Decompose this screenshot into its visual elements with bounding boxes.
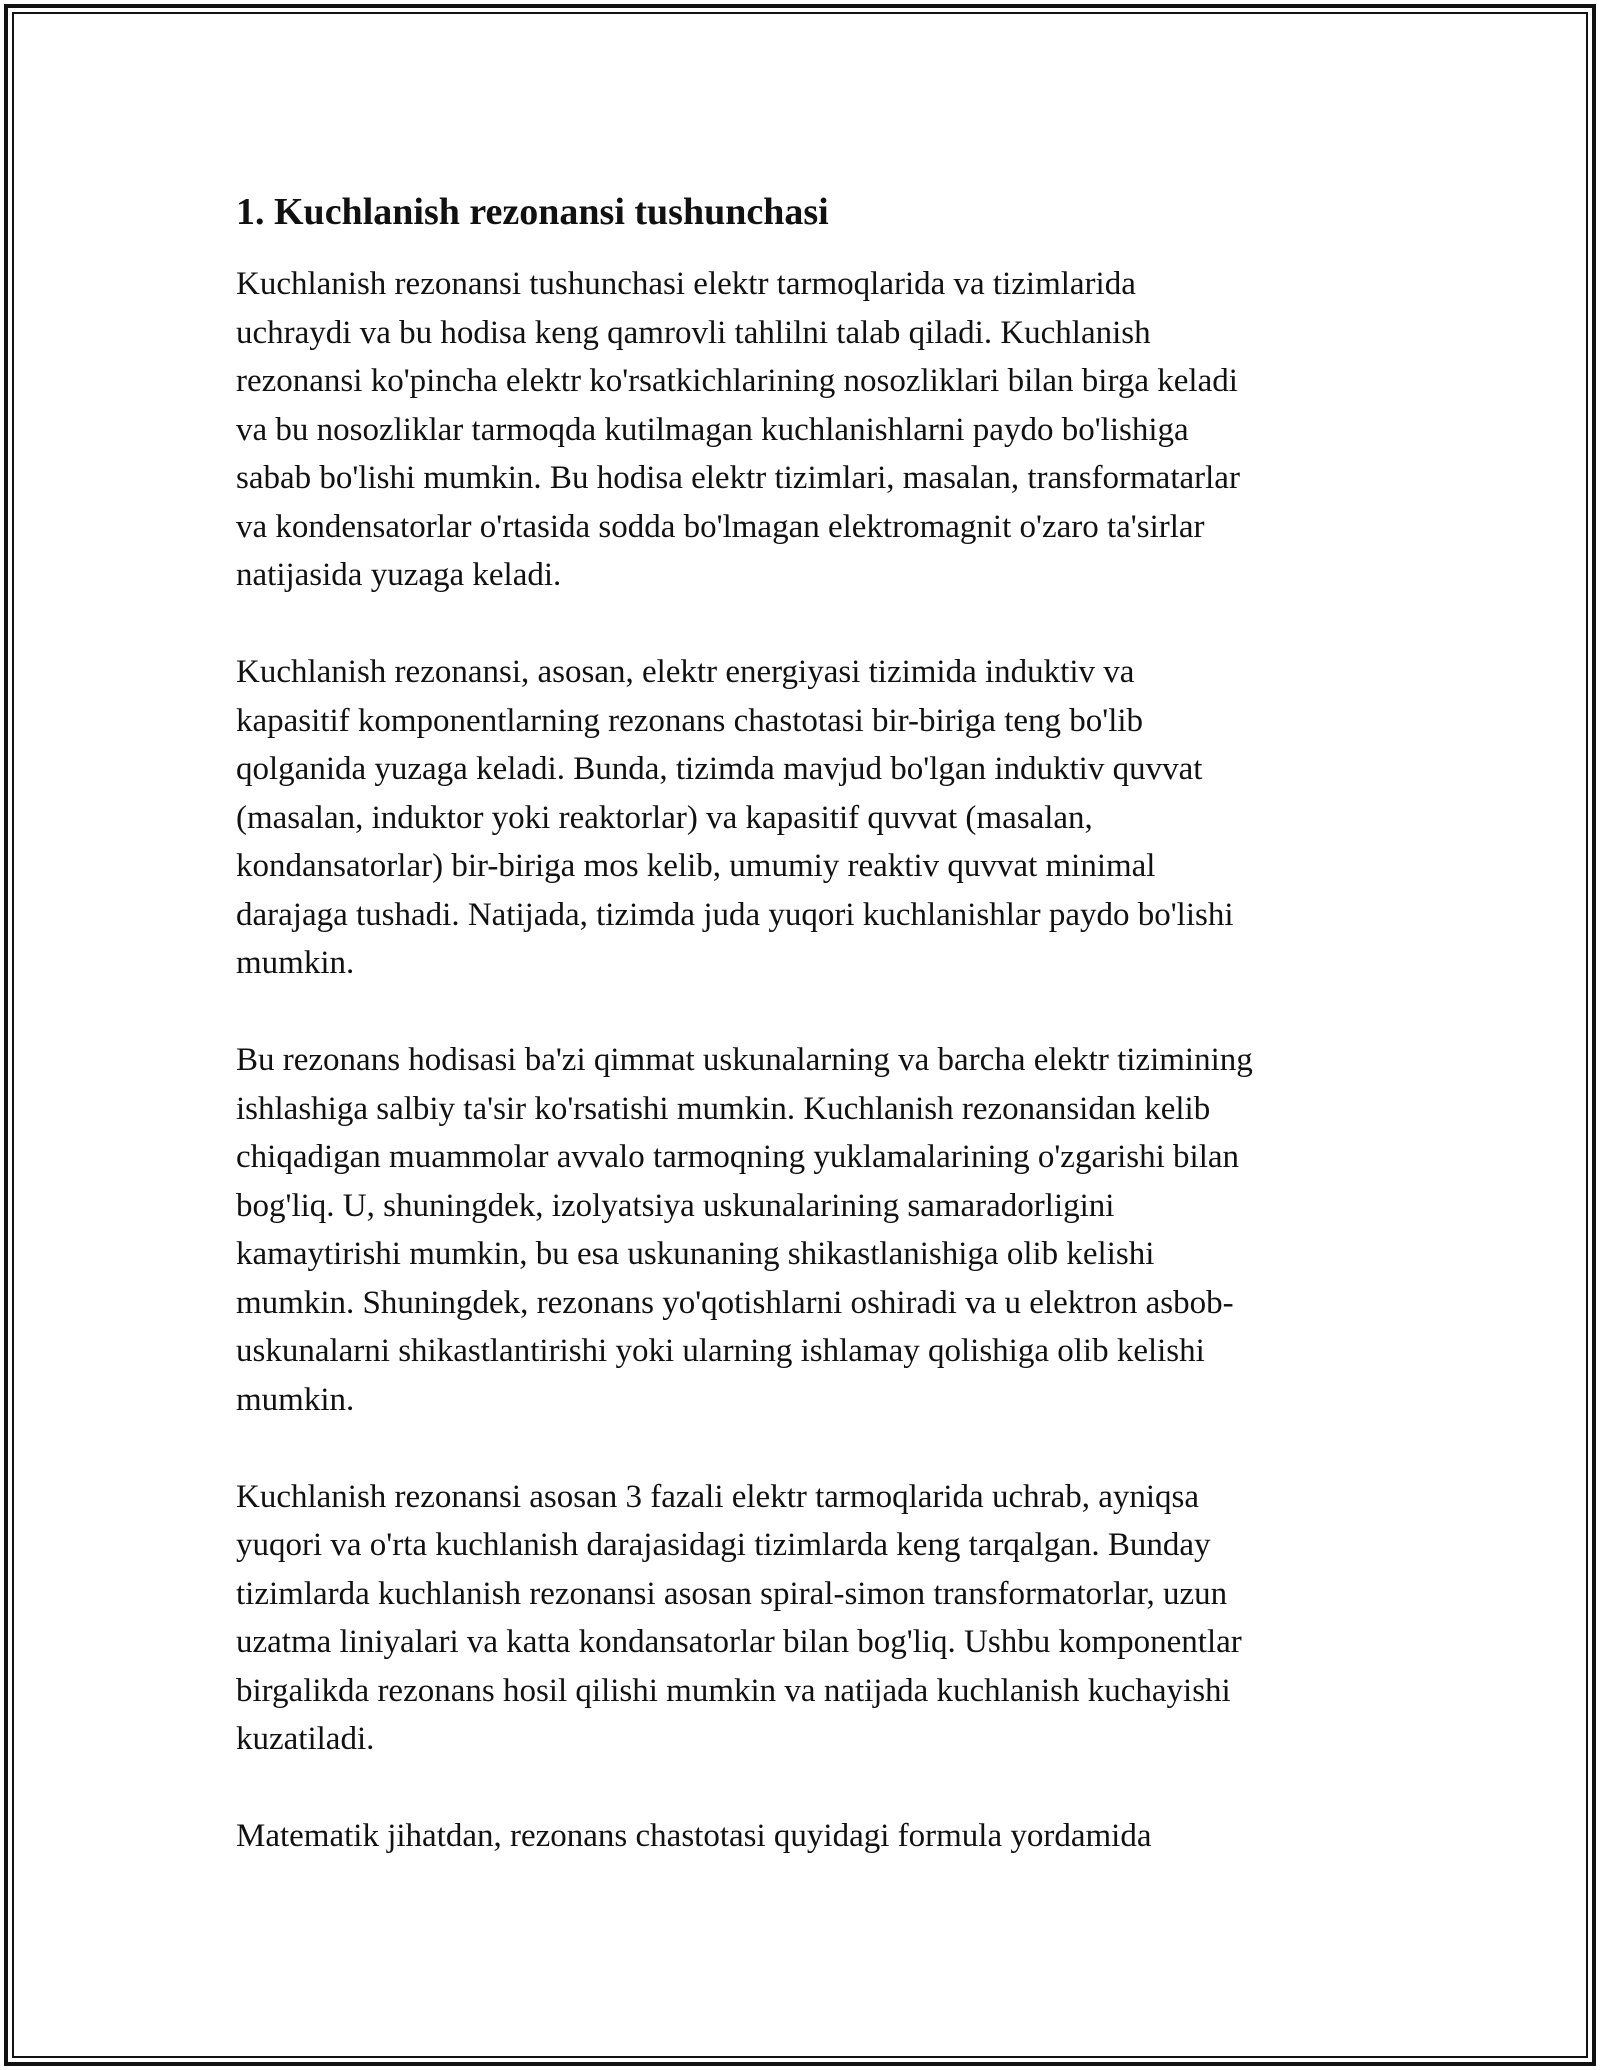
paragraph-line: (masalan, induktor yoki reaktorlar) va kapasitif quvvat (masalan, xyxy=(236,799,1093,836)
paragraph-line: va bu nosozliklar tarmoqda kutilmagan kuchlanishlarni paydo bo'lishiga xyxy=(236,411,1189,448)
paragraph-line: Matematik jihatdan, rezonans chastotasi quyidagi formula yordamida xyxy=(236,1818,1152,1854)
paragraph-line: birgalikda rezonans hosil qilishi mumkin va natijada kuchlanish kuchayishi xyxy=(236,1672,1231,1709)
paragraph-line: kapasitif komponentlarning rezonans chastotasi bir-biriga teng bo'lib xyxy=(236,702,1144,739)
paragraph-4 xyxy=(236,1473,1376,1764)
paragraph-line: qolganida yuzaga keladi. Bunda, tizimda mavjud bo'lgan induktiv quvvat xyxy=(236,751,1203,787)
paragraph-line: natijasida yuzaga keladi. xyxy=(236,557,562,593)
paragraph-line: Bu rezonans hodisasi ba'zi qimmat uskunalarning va barcha elektr tizimining xyxy=(236,1042,1253,1078)
section-heading: 1. Kuchlanish rezonansi tushunchasi xyxy=(236,191,829,233)
paragraph-5 xyxy=(236,1812,1376,1861)
paragraph-line: bog'liq. U, shuningdek, izolyatsiya uskunalarining samaradorligini xyxy=(236,1187,1115,1224)
paragraph-line: mumkin. xyxy=(236,945,355,981)
heading-spacer xyxy=(236,238,1376,260)
paragraph-line: mumkin. Shuningdek, rezonans yo'qotishlarni oshiradi va u elektron asbob- xyxy=(236,1284,1234,1321)
paragraph-3 xyxy=(236,1036,1376,1424)
document-body xyxy=(236,186,1376,1861)
paragraph-line: mumkin. xyxy=(236,1381,355,1418)
paragraph-line: kuzatiladi. xyxy=(236,1721,375,1757)
paragraph-line: sabab bo'lishi mumkin. Bu hodisa elektr tizimlari, masalan, transformatarlar xyxy=(236,460,1240,496)
paragraph-line: ishlashiga salbiy ta'sir ko'rsatishi mumkin. Kuchlanish rezonansidan kelib xyxy=(236,1090,1211,1127)
paragraph-1 xyxy=(236,260,1376,600)
paragraph-line: Kuchlanish rezonansi, asosan, elektr energiyasi tizimida induktiv va xyxy=(236,654,1135,690)
paragraph-line: uzatma liniyalari va katta kondansatorlar bilan bog'liq. Ushbu komponentlar xyxy=(236,1624,1242,1660)
paragraph-line: Kuchlanish rezonansi tushunchasi elektr tarmoqlarida va tizimlarida xyxy=(236,266,1136,302)
paragraph-line: Kuchlanish rezonansi asosan 3 fazali elektr tarmoqlarida uchrab, ayniqsa xyxy=(236,1478,1200,1515)
paragraph-line: uchraydi va bu hodisa keng qamrovli tahlilni talab qiladi. Kuchlanish xyxy=(236,314,1151,351)
paragraph-2 xyxy=(236,648,1376,988)
paragraph-line: chiqadigan muammolar avvalo tarmoqning yuklamalarining o'zgarishi bilan xyxy=(236,1139,1240,1175)
paragraph-line: va kondensatorlar o'rtasida sodda bo'lmagan elektromagnit o'zaro ta'sirlar xyxy=(236,508,1205,545)
paragraph-line: rezonansi ko'pincha elektr ko'rsatkichlarining nosozliklari bilan birga keladi xyxy=(236,363,1238,399)
paragraph-line: kondansatorlar) bir-biriga mos kelib, umumiy reaktiv quvvat minimal xyxy=(236,848,1156,884)
paragraph-line: uskunalarni shikastlantirishi yoki ularning ishlamay qolishiga olib kelishi xyxy=(236,1333,1205,1369)
paragraph-line: yuqori va o'rta kuchlanish darajasidagi tizimlarda keng tarqalgan. Bunday xyxy=(236,1527,1211,1563)
paragraph-line: darajaga tushadi. Natijada, tizimda juda yuqori kuchlanishlar paydo bo'lishi xyxy=(236,896,1234,933)
paragraph-line: kamaytirishi mumkin, bu esa uskunaning shikastlanishiga olib kelishi xyxy=(236,1236,1155,1272)
paragraph-line: tizimlarda kuchlanish rezonansi asosan spiral-simon transformatorlar, uzun xyxy=(236,1575,1228,1612)
